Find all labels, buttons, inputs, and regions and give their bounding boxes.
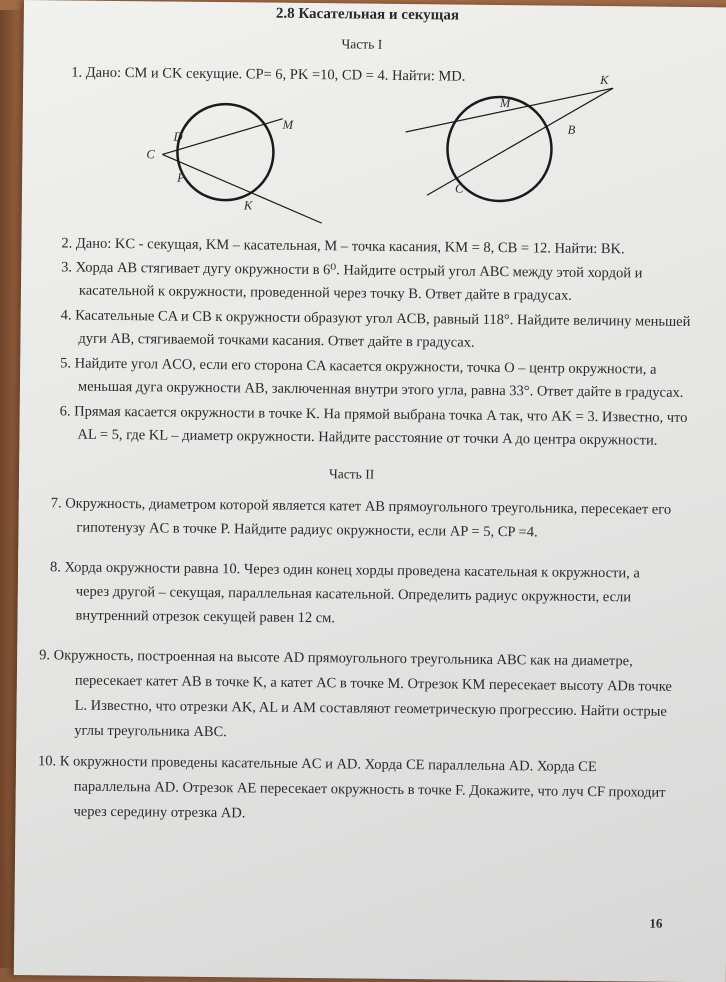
- problem-8-line-2: через другой – секущая, параллельная касательной. Определить радиус окружности, если: [75, 583, 632, 606]
- problem-3-line-2: касательной к окружности, проведенной через точку B. Ответ дайте в градусах.: [78, 282, 572, 304]
- label-k2: K: [600, 73, 609, 88]
- problem-5-line-1: 5. Найдите угол ACO, если его сторона CA касается окружности, точка O – центр окружности, а: [60, 355, 657, 378]
- problem-7-line-2: гипотенузу AC в точке P. Найдите радиус окружности, если AP = 5, CP =4.: [76, 519, 538, 541]
- problem-10-line-1: 10. К окружности проведены касательные AC и AD. Хорда CE параллельна AD. Хорда CE: [37, 753, 597, 776]
- part-two-heading: Часть II: [328, 466, 375, 482]
- problem-9-line-2: пересекает катет AB в точке K, а катет AC в точке M. Отрезок KM пересекает высоту ADв точке: [74, 672, 672, 695]
- label-d: D: [173, 129, 183, 144]
- problem-9-line-1: 9. Окружность, построенная на высоте AD прямоугольного треугольника ABC как на диаметре,: [39, 647, 633, 670]
- page-number: 16: [649, 915, 663, 931]
- label-b: B: [567, 122, 576, 137]
- label-k: K: [243, 198, 253, 213]
- problem-5-line-2: меньшая дуга окружности AB, заключенная внутри этого угла, равна 33°. Ответ дайте в градусах.: [77, 378, 684, 401]
- problem-1: 1. Дано: CM и CK секущие. CP= 6, PK =10, CD = 4. Найти: MD.: [71, 64, 466, 85]
- problem-8-line-3: внутренний отрезок секущей равен 12 см.: [75, 607, 336, 627]
- label-m: M: [282, 117, 294, 132]
- problem-9-line-4: углы треугольника ABC.: [74, 722, 227, 741]
- figure-1-secants: [132, 97, 333, 229]
- problem-2: 2. Дано: KC - секущая, KM – касательная, M – точка касания, KM = 8, CB = 12. Найти: BK.: [61, 235, 625, 258]
- secant-kc: [427, 86, 613, 197]
- label-m2: M: [499, 95, 511, 111]
- label-c2: C: [454, 181, 464, 196]
- worksheet-page: [14, 0, 726, 982]
- problem-3-line-1: 3. Хорда AB стягивает дугу окружности в 6⁰. Найдите острый угол ABC между этой хордой и: [61, 259, 643, 282]
- problem-10-line-2: параллельна AD. Отрезок AE пересекает окружность в точке F. Докажите, что луч CF проходит: [73, 778, 666, 801]
- problem-4-line-1: 4. Касательные CA и CB к окружности образуют угол ACB, равный 118°. Найдите величину меньшей: [60, 307, 691, 330]
- secant-ck: [162, 154, 323, 223]
- problem-10-line-3: через середину отрезка AD.: [73, 803, 246, 822]
- part-one-heading: Часть I: [341, 36, 383, 52]
- label-p: P: [177, 170, 185, 185]
- problem-6-line-2: AL = 5, где KL – диаметр окружности. Найдите расстояние от точки A до центра окружности.: [77, 426, 658, 449]
- problem-8-line-1: 8. Хорда окружности равна 10. Через один конец хорды проведена касательная к окружности, а: [49, 559, 640, 582]
- problem-9-line-3: L. Известно, что отрезки AK, AL и AM составляют геометрическую прогрессию. Найти острые: [74, 697, 667, 720]
- figure-2-secant-tangent: [387, 70, 628, 208]
- label-c: C: [146, 147, 155, 162]
- page-title: 2.8 Касательная и секущая: [275, 5, 460, 24]
- problem-4-line-2: дуги AB, стягиваемой точками касания. Ответ дайте в градусах.: [78, 330, 475, 351]
- figure-1-circle: [177, 104, 274, 201]
- problem-6-line-1: 6. Прямая касается окружности в точке K. На прямой выбрана точка A так, что AK = 3. Известно, что: [59, 403, 688, 426]
- problem-7-line-1: 7. Окружность, диаметром которой является катет AB прямоугольного треугольника, пересекает его: [50, 495, 672, 518]
